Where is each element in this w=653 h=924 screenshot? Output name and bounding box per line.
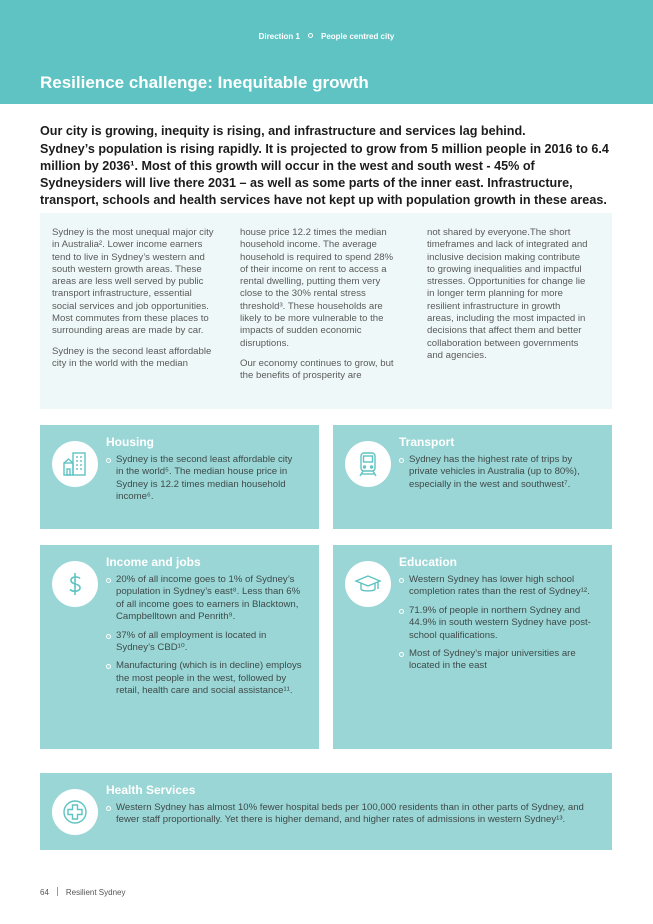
list-item: Sydney has the highest rate of trips by private vehicles in Australia (up to 80%), especially in the west and southwest⁷. — [399, 454, 594, 491]
lead-headline: Our city is growing, inequity is rising, and infrastructure and services lag behind. — [40, 124, 526, 138]
lead-body: Sydney’s population is rising rapidly. It is projected to grow from 5 million people in 2016 to 6.4 million by 2036¹. Most of this growth will occur in the west and south west - 45% of Sydneysiders will live there 2031 – as well as some parts of the inner east. Infrastructure, transport, schools and health services have not kept up with population growth in these areas. — [40, 142, 609, 207]
list-item: Most of Sydney’s major universities are located in the east — [399, 648, 599, 673]
intro-column-2 — [240, 227, 402, 391]
medical-cross-icon — [52, 789, 98, 835]
lead-paragraph — [40, 123, 615, 209]
income-title: Income and jobs — [106, 555, 201, 569]
theme-label: People centred city — [320, 32, 395, 41]
intro-paragraph: Our economy continues to grow, but the benefits of prosperity are — [240, 357, 394, 382]
health-list — [106, 802, 596, 833]
breadcrumb — [0, 32, 653, 41]
intro-panel — [40, 213, 612, 409]
list-item: 37% of all employment is located in Sydney’s CBD¹⁰. — [106, 630, 306, 655]
education-list — [399, 574, 599, 679]
header-band — [0, 0, 653, 104]
list-item: Sydney is the second least affordable city in the world⁵. The median house price in Sydney is 12.2 times median household income⁶. — [106, 454, 301, 504]
breadcrumb-separator-icon — [308, 33, 313, 38]
transport-list — [399, 454, 594, 497]
dollar-icon — [52, 561, 98, 607]
income-list — [106, 574, 306, 704]
education-title: Education — [399, 555, 458, 569]
intro-column-1 — [52, 227, 214, 378]
intro-paragraph: not shared by everyone.The short timeframes and lack of integrated and inclusive decision making contribute to growing inequalities and impactful stresses. Opportunities for change lie in longer term planning for more resilient infrastructure in growth areas, including the most impacted in decisions that affect them and better collaboration between governments and agencies. — [427, 227, 588, 361]
education-card — [333, 545, 612, 749]
housing-list — [106, 454, 301, 510]
direction-label: Direction 1 — [258, 32, 300, 41]
housing-title: Housing — [106, 435, 154, 449]
intro-paragraph: Sydney is the second least affordable city in the world with the median — [52, 345, 212, 369]
list-item: Western Sydney has almost 10% fewer hospital beds per 100,000 residents than in other parts of Sydney, and fewer staff proportionally. Yet there is higher demand, and higher rates of admissions in western Sydney¹³. — [106, 802, 596, 827]
intro-column-3 — [427, 227, 589, 370]
footer-divider — [57, 887, 58, 896]
intro-paragraph: Sydney is the most unequal major city in Australia². Lower income earners tend to live in Sydney’s western and south western growth areas. These areas are less well served by public transport infrastructure, essential social services and job opportunities. Most commutes from these places to surrounding areas are made by car. — [52, 227, 214, 337]
list-item: 71.9% of people in northern Sydney and 44.9% in south western Sydney have post-school qualifications. — [399, 605, 599, 642]
intro-paragraph: house price 12.2 times the median household income. The average household is required to spend 28% of their income on rent to access a rental dwelling, putting them very close to the 30% rental stress threshold³. These households are likely to be more vulnerable to the impacts of sudden economic disruptions. — [240, 227, 394, 349]
housing-card — [40, 425, 319, 529]
page-title: Resilience challenge: Inequitable growth — [40, 73, 369, 92]
page-footer — [40, 887, 126, 897]
list-item: Western Sydney has lower high school completion rates than the rest of Sydney¹². — [399, 574, 599, 599]
transport-card — [333, 425, 612, 529]
transport-title: Transport — [399, 435, 455, 449]
train-icon — [345, 441, 391, 487]
buildings-icon — [52, 441, 98, 487]
graduation-cap-icon — [345, 561, 391, 607]
health-card — [40, 773, 612, 850]
list-item: 20% of all income goes to 1% of Sydney’s population in Sydney’s east⁸. Less than 6% of all income goes to earners in Blacktown, Campbelltown and Penrith⁹. — [106, 574, 306, 624]
page-number: 64 — [40, 888, 49, 897]
health-title: Health Services — [106, 783, 196, 797]
list-item: Manufacturing (which is in decline) employs the most people in the west, followed by retail, health care and social assistance¹¹. — [106, 660, 306, 697]
income-card — [40, 545, 319, 749]
publication-name: Resilient Sydney — [65, 888, 126, 897]
